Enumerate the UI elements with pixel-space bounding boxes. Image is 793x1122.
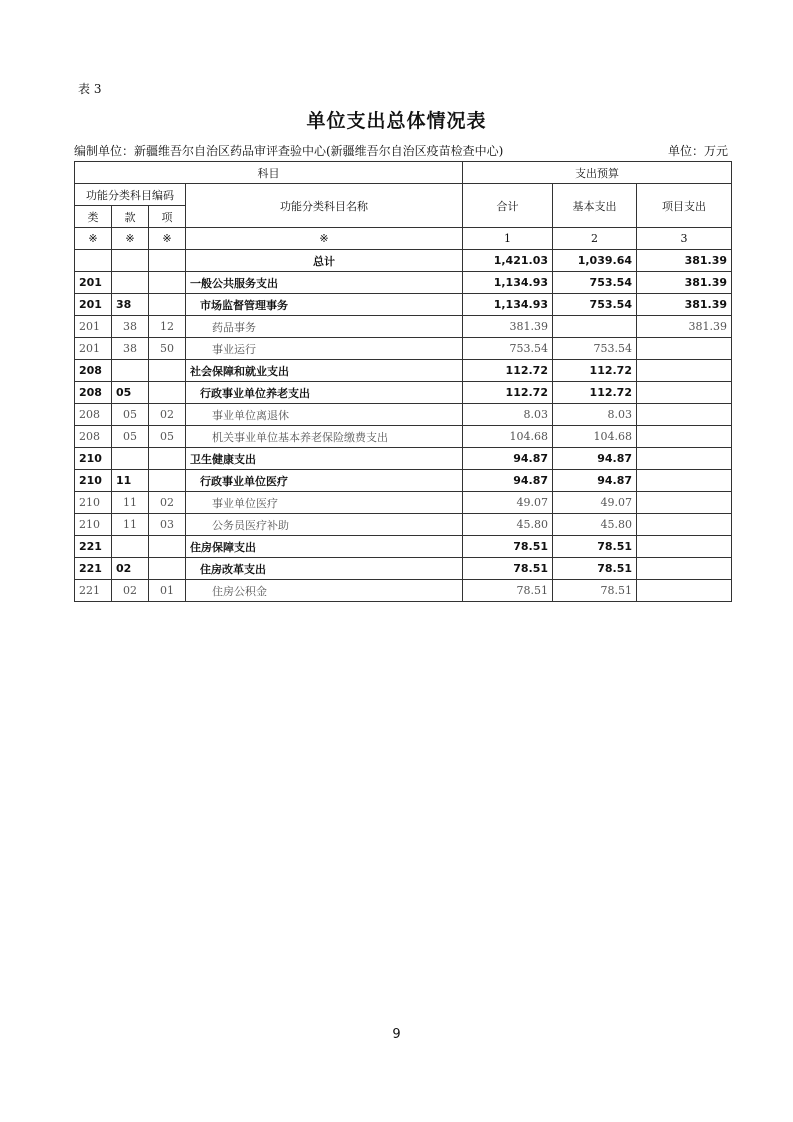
col-index-1: 1 bbox=[463, 228, 553, 250]
cell-basic: 753.54 bbox=[553, 338, 637, 360]
cell-project: 381.39 bbox=[637, 272, 732, 294]
cell-name: 住房公积金 bbox=[186, 580, 463, 602]
cell-lei: 208 bbox=[75, 404, 112, 426]
cell-basic: 49.07 bbox=[553, 492, 637, 514]
cell-basic: 8.03 bbox=[553, 404, 637, 426]
cell-xiang bbox=[149, 250, 186, 272]
org-label: 编制单位：新疆维吾尔自治区药品审评查验中心(新疆维吾尔自治区疫苗检查中心) bbox=[74, 144, 504, 158]
cell-xiang bbox=[149, 382, 186, 404]
header-row-2 bbox=[75, 184, 732, 206]
cell-name: 机关事业单位基本养老保险缴费支出 bbox=[186, 426, 463, 448]
cell-total: 45.80 bbox=[463, 514, 553, 536]
cell-basic: 104.68 bbox=[553, 426, 637, 448]
cell-name: 事业单位医疗 bbox=[186, 492, 463, 514]
cell-xiang bbox=[149, 536, 186, 558]
cell-project bbox=[637, 360, 732, 382]
cell-xiang bbox=[149, 558, 186, 580]
cell-basic: 112.72 bbox=[553, 382, 637, 404]
cell-project: 381.39 bbox=[637, 316, 732, 338]
cell-lei: 210 bbox=[75, 492, 112, 514]
cell-name: 卫生健康支出 bbox=[186, 448, 463, 470]
table-row bbox=[75, 360, 732, 382]
cell-lei: 208 bbox=[75, 382, 112, 404]
header-project: 项目支出 bbox=[637, 184, 732, 228]
cell-xiang: 02 bbox=[149, 492, 186, 514]
cell-xiang bbox=[149, 272, 186, 294]
table-row bbox=[75, 448, 732, 470]
cell-name: 事业单位离退休 bbox=[186, 404, 463, 426]
cell-lei: 201 bbox=[75, 294, 112, 316]
page-number: 9 bbox=[392, 1027, 401, 1042]
header-name: 功能分类科目名称 bbox=[186, 184, 463, 228]
cell-project: 381.39 bbox=[637, 250, 732, 272]
table-row bbox=[75, 492, 732, 514]
header-kuan: 款 bbox=[112, 206, 149, 228]
cell-total: 112.72 bbox=[463, 382, 553, 404]
cell-xiang: 05 bbox=[149, 426, 186, 448]
table-row bbox=[75, 382, 732, 404]
cell-xiang bbox=[149, 360, 186, 382]
cell-project bbox=[637, 382, 732, 404]
cell-kuan: 38 bbox=[112, 294, 149, 316]
cell-project: 381.39 bbox=[637, 294, 732, 316]
cell-total: 8.03 bbox=[463, 404, 553, 426]
table-row bbox=[75, 404, 732, 426]
cell-basic: 94.87 bbox=[553, 448, 637, 470]
table-row bbox=[75, 514, 732, 536]
col-index-3: 3 bbox=[637, 228, 732, 250]
cell-kuan: 05 bbox=[112, 382, 149, 404]
cell-project bbox=[637, 492, 732, 514]
cell-total: 78.51 bbox=[463, 580, 553, 602]
cell-lei: 221 bbox=[75, 536, 112, 558]
unit-label: 单位：万元 bbox=[667, 144, 728, 158]
cell-name: 市场监督管理事务 bbox=[186, 294, 463, 316]
header-basic: 基本支出 bbox=[553, 184, 637, 228]
mark-name: ※ bbox=[186, 228, 463, 250]
cell-lei bbox=[75, 250, 112, 272]
table-row bbox=[75, 338, 732, 360]
mark-kuan: ※ bbox=[112, 228, 149, 250]
cell-basic: 1,039.64 bbox=[553, 250, 637, 272]
cell-total: 49.07 bbox=[463, 492, 553, 514]
cell-name: 住房改革支出 bbox=[186, 558, 463, 580]
page-title: 单位支出总体情况表 bbox=[306, 110, 487, 132]
cell-total: 94.87 bbox=[463, 470, 553, 492]
header-row-4 bbox=[75, 228, 732, 250]
cell-lei: 221 bbox=[75, 558, 112, 580]
header-code-group: 功能分类科目编码 bbox=[75, 184, 186, 206]
cell-xiang: 01 bbox=[149, 580, 186, 602]
expenditure-table bbox=[74, 161, 732, 602]
cell-kuan bbox=[112, 272, 149, 294]
cell-kuan bbox=[112, 250, 149, 272]
header-xiang: 项 bbox=[149, 206, 186, 228]
cell-basic: 78.51 bbox=[553, 580, 637, 602]
table-row bbox=[75, 536, 732, 558]
cell-total: 1,134.93 bbox=[463, 272, 553, 294]
table-row bbox=[75, 250, 732, 272]
cell-lei: 210 bbox=[75, 514, 112, 536]
cell-kuan bbox=[112, 360, 149, 382]
unit-info bbox=[74, 142, 728, 159]
cell-project bbox=[637, 338, 732, 360]
cell-xiang: 02 bbox=[149, 404, 186, 426]
table-row bbox=[75, 316, 732, 338]
mark-lei: ※ bbox=[75, 228, 112, 250]
cell-basic: 112.72 bbox=[553, 360, 637, 382]
cell-xiang bbox=[149, 448, 186, 470]
cell-lei: 201 bbox=[75, 316, 112, 338]
table-row bbox=[75, 558, 732, 580]
cell-xiang: 03 bbox=[149, 514, 186, 536]
cell-lei: 208 bbox=[75, 360, 112, 382]
table-label: 表 3 bbox=[78, 82, 102, 96]
cell-total: 381.39 bbox=[463, 316, 553, 338]
table-row bbox=[75, 272, 732, 294]
table-row bbox=[75, 470, 732, 492]
cell-total: 112.72 bbox=[463, 360, 553, 382]
header-row-1 bbox=[75, 162, 732, 184]
cell-name: 行政事业单位医疗 bbox=[186, 470, 463, 492]
cell-total: 1,421.03 bbox=[463, 250, 553, 272]
cell-kuan: 11 bbox=[112, 492, 149, 514]
cell-lei: 201 bbox=[75, 272, 112, 294]
header-subject: 科目 bbox=[75, 162, 463, 184]
cell-lei: 221 bbox=[75, 580, 112, 602]
cell-basic: 753.54 bbox=[553, 294, 637, 316]
cell-kuan: 11 bbox=[112, 470, 149, 492]
cell-kuan: 05 bbox=[112, 404, 149, 426]
cell-project bbox=[637, 514, 732, 536]
cell-basic: 753.54 bbox=[553, 272, 637, 294]
cell-name: 事业运行 bbox=[186, 338, 463, 360]
col-index-2: 2 bbox=[553, 228, 637, 250]
cell-name: 社会保障和就业支出 bbox=[186, 360, 463, 382]
cell-kuan: 11 bbox=[112, 514, 149, 536]
cell-project bbox=[637, 580, 732, 602]
cell-xiang bbox=[149, 470, 186, 492]
header-budget: 支出预算 bbox=[463, 162, 732, 184]
cell-name: 公务员医疗补助 bbox=[186, 514, 463, 536]
cell-xiang: 12 bbox=[149, 316, 186, 338]
cell-kuan bbox=[112, 448, 149, 470]
header-total: 合计 bbox=[463, 184, 553, 228]
cell-kuan: 05 bbox=[112, 426, 149, 448]
cell-lei: 210 bbox=[75, 448, 112, 470]
cell-basic bbox=[553, 316, 637, 338]
table-row bbox=[75, 426, 732, 448]
cell-project bbox=[637, 448, 732, 470]
cell-total: 1,134.93 bbox=[463, 294, 553, 316]
cell-lei: 201 bbox=[75, 338, 112, 360]
cell-basic: 78.51 bbox=[553, 536, 637, 558]
header-lei: 类 bbox=[75, 206, 112, 228]
cell-name: 药品事务 bbox=[186, 316, 463, 338]
table-row bbox=[75, 294, 732, 316]
cell-total: 78.51 bbox=[463, 536, 553, 558]
cell-lei: 210 bbox=[75, 470, 112, 492]
cell-xiang: 50 bbox=[149, 338, 186, 360]
cell-basic: 78.51 bbox=[553, 558, 637, 580]
cell-xiang bbox=[149, 294, 186, 316]
mark-xiang: ※ bbox=[149, 228, 186, 250]
cell-project bbox=[637, 558, 732, 580]
cell-name: 行政事业单位养老支出 bbox=[186, 382, 463, 404]
table-row bbox=[75, 580, 732, 602]
cell-kuan: 02 bbox=[112, 558, 149, 580]
cell-project bbox=[637, 470, 732, 492]
cell-project bbox=[637, 426, 732, 448]
cell-total: 753.54 bbox=[463, 338, 553, 360]
cell-kuan: 38 bbox=[112, 316, 149, 338]
cell-name: 总计 bbox=[186, 250, 463, 272]
cell-project bbox=[637, 404, 732, 426]
cell-kuan: 38 bbox=[112, 338, 149, 360]
cell-total: 78.51 bbox=[463, 558, 553, 580]
cell-total: 94.87 bbox=[463, 448, 553, 470]
cell-lei: 208 bbox=[75, 426, 112, 448]
cell-project bbox=[637, 536, 732, 558]
cell-basic: 45.80 bbox=[553, 514, 637, 536]
cell-total: 104.68 bbox=[463, 426, 553, 448]
cell-kuan: 02 bbox=[112, 580, 149, 602]
cell-name: 一般公共服务支出 bbox=[186, 272, 463, 294]
cell-name: 住房保障支出 bbox=[186, 536, 463, 558]
cell-basic: 94.87 bbox=[553, 470, 637, 492]
cell-kuan bbox=[112, 536, 149, 558]
